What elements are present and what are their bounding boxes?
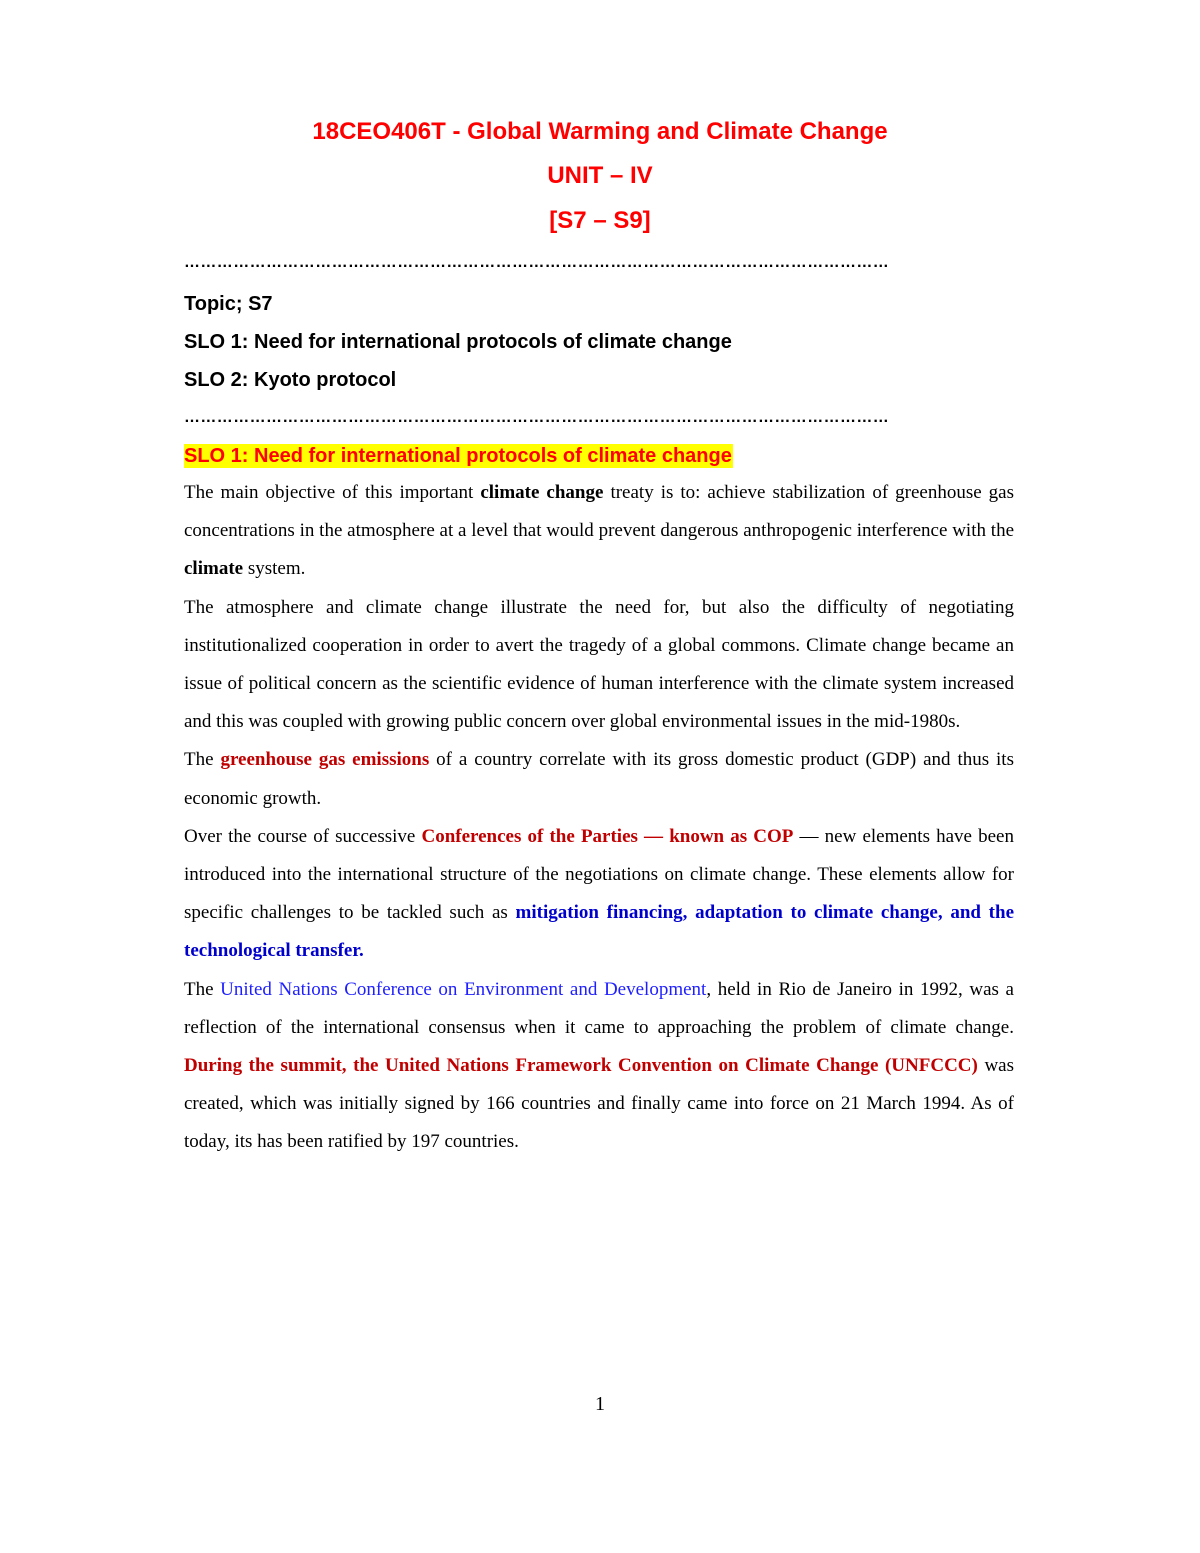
paragraph-objective: The main objective of this important climate change treaty is to: achieve stabilization of greenhouse gas concentrations in the atmosphere at a level that would prevent dangerous anthropogenic interference with the climate system. [184, 482, 1014, 580]
page-number: 1 [595, 1393, 605, 1415]
emphasis-mitigation: mitigation financing, adaptation to climate change, and the technological transfer. [184, 902, 1014, 962]
link-unced[interactable]: United Nations Conference on Environment and Development [220, 978, 707, 1000]
emphasis-cop: Conferences of the Parties — known as COP [421, 825, 794, 847]
topic-line: Topic; S7 [184, 293, 273, 315]
section-heading-highlighted: SLO 1: Need for international protocols of climate change [184, 445, 732, 467]
paragraph-emissions: The greenhouse gas emissions of a country correlate with its gross domestic product (GDP) and thus its economic growth. [184, 749, 1014, 809]
bold-term-climate: climate [184, 558, 244, 580]
document-body [184, 474, 1014, 1162]
paragraph-atmosphere: The atmosphere and climate change illustrate the need for, but also the difficulty of negotiating institutionalized cooperation in order to avert the tragedy of a global commons. Climate change became an issue of political concern as the scientific evidence of human interference with the climate system increased and this was coupled with growing public concern over global environmental issues in the mid-1980s. [184, 596, 1014, 733]
course-title: 18CEO406T - Global Warming and Climate Change [312, 118, 888, 145]
paragraph-cop: Over the course of successive Conferences of the Parties — known as COP — new elements have been introduced into the international structure of the negotiations on climate change. These elements allow for specific challenges to be tackled such as mitigation financing, adaptation to climate change, and the technological transfer. [184, 825, 1014, 962]
unit-title: UNIT – IV [547, 162, 653, 189]
emphasis-unfccc: During the summit, the United Nations Framework Convention on Climate Change (UNFCCC) [184, 1055, 978, 1077]
dotted-separator-bottom: ………………………………………………………………………………………………………………… [184, 409, 890, 426]
bold-term-climate-change: climate change [480, 482, 604, 503]
slo1-line: SLO 1: Need for international protocols of climate change [184, 331, 732, 353]
slo2-line: SLO 2: Kyoto protocol [184, 369, 397, 391]
dotted-separator-top: ………………………………………………………………………………………………………………… [184, 254, 890, 271]
session-range: [S7 – S9] [549, 207, 651, 234]
emphasis-greenhouse-gas-emissions: greenhouse gas emissions [220, 749, 430, 771]
paragraph-unced: The United Nations Conference on Environment and Development, held in Rio de Janeiro in 1992, was a reflection of the international consensus when it came to approaching the problem of climate change. During the summit, the United Nations Framework Convention on Climate Change (UNFCCC) was created, which was initially signed by 166 countries and finally came into force on 21 March 1994. As of today, its has been ratified by 197 countries. [184, 978, 1014, 1153]
